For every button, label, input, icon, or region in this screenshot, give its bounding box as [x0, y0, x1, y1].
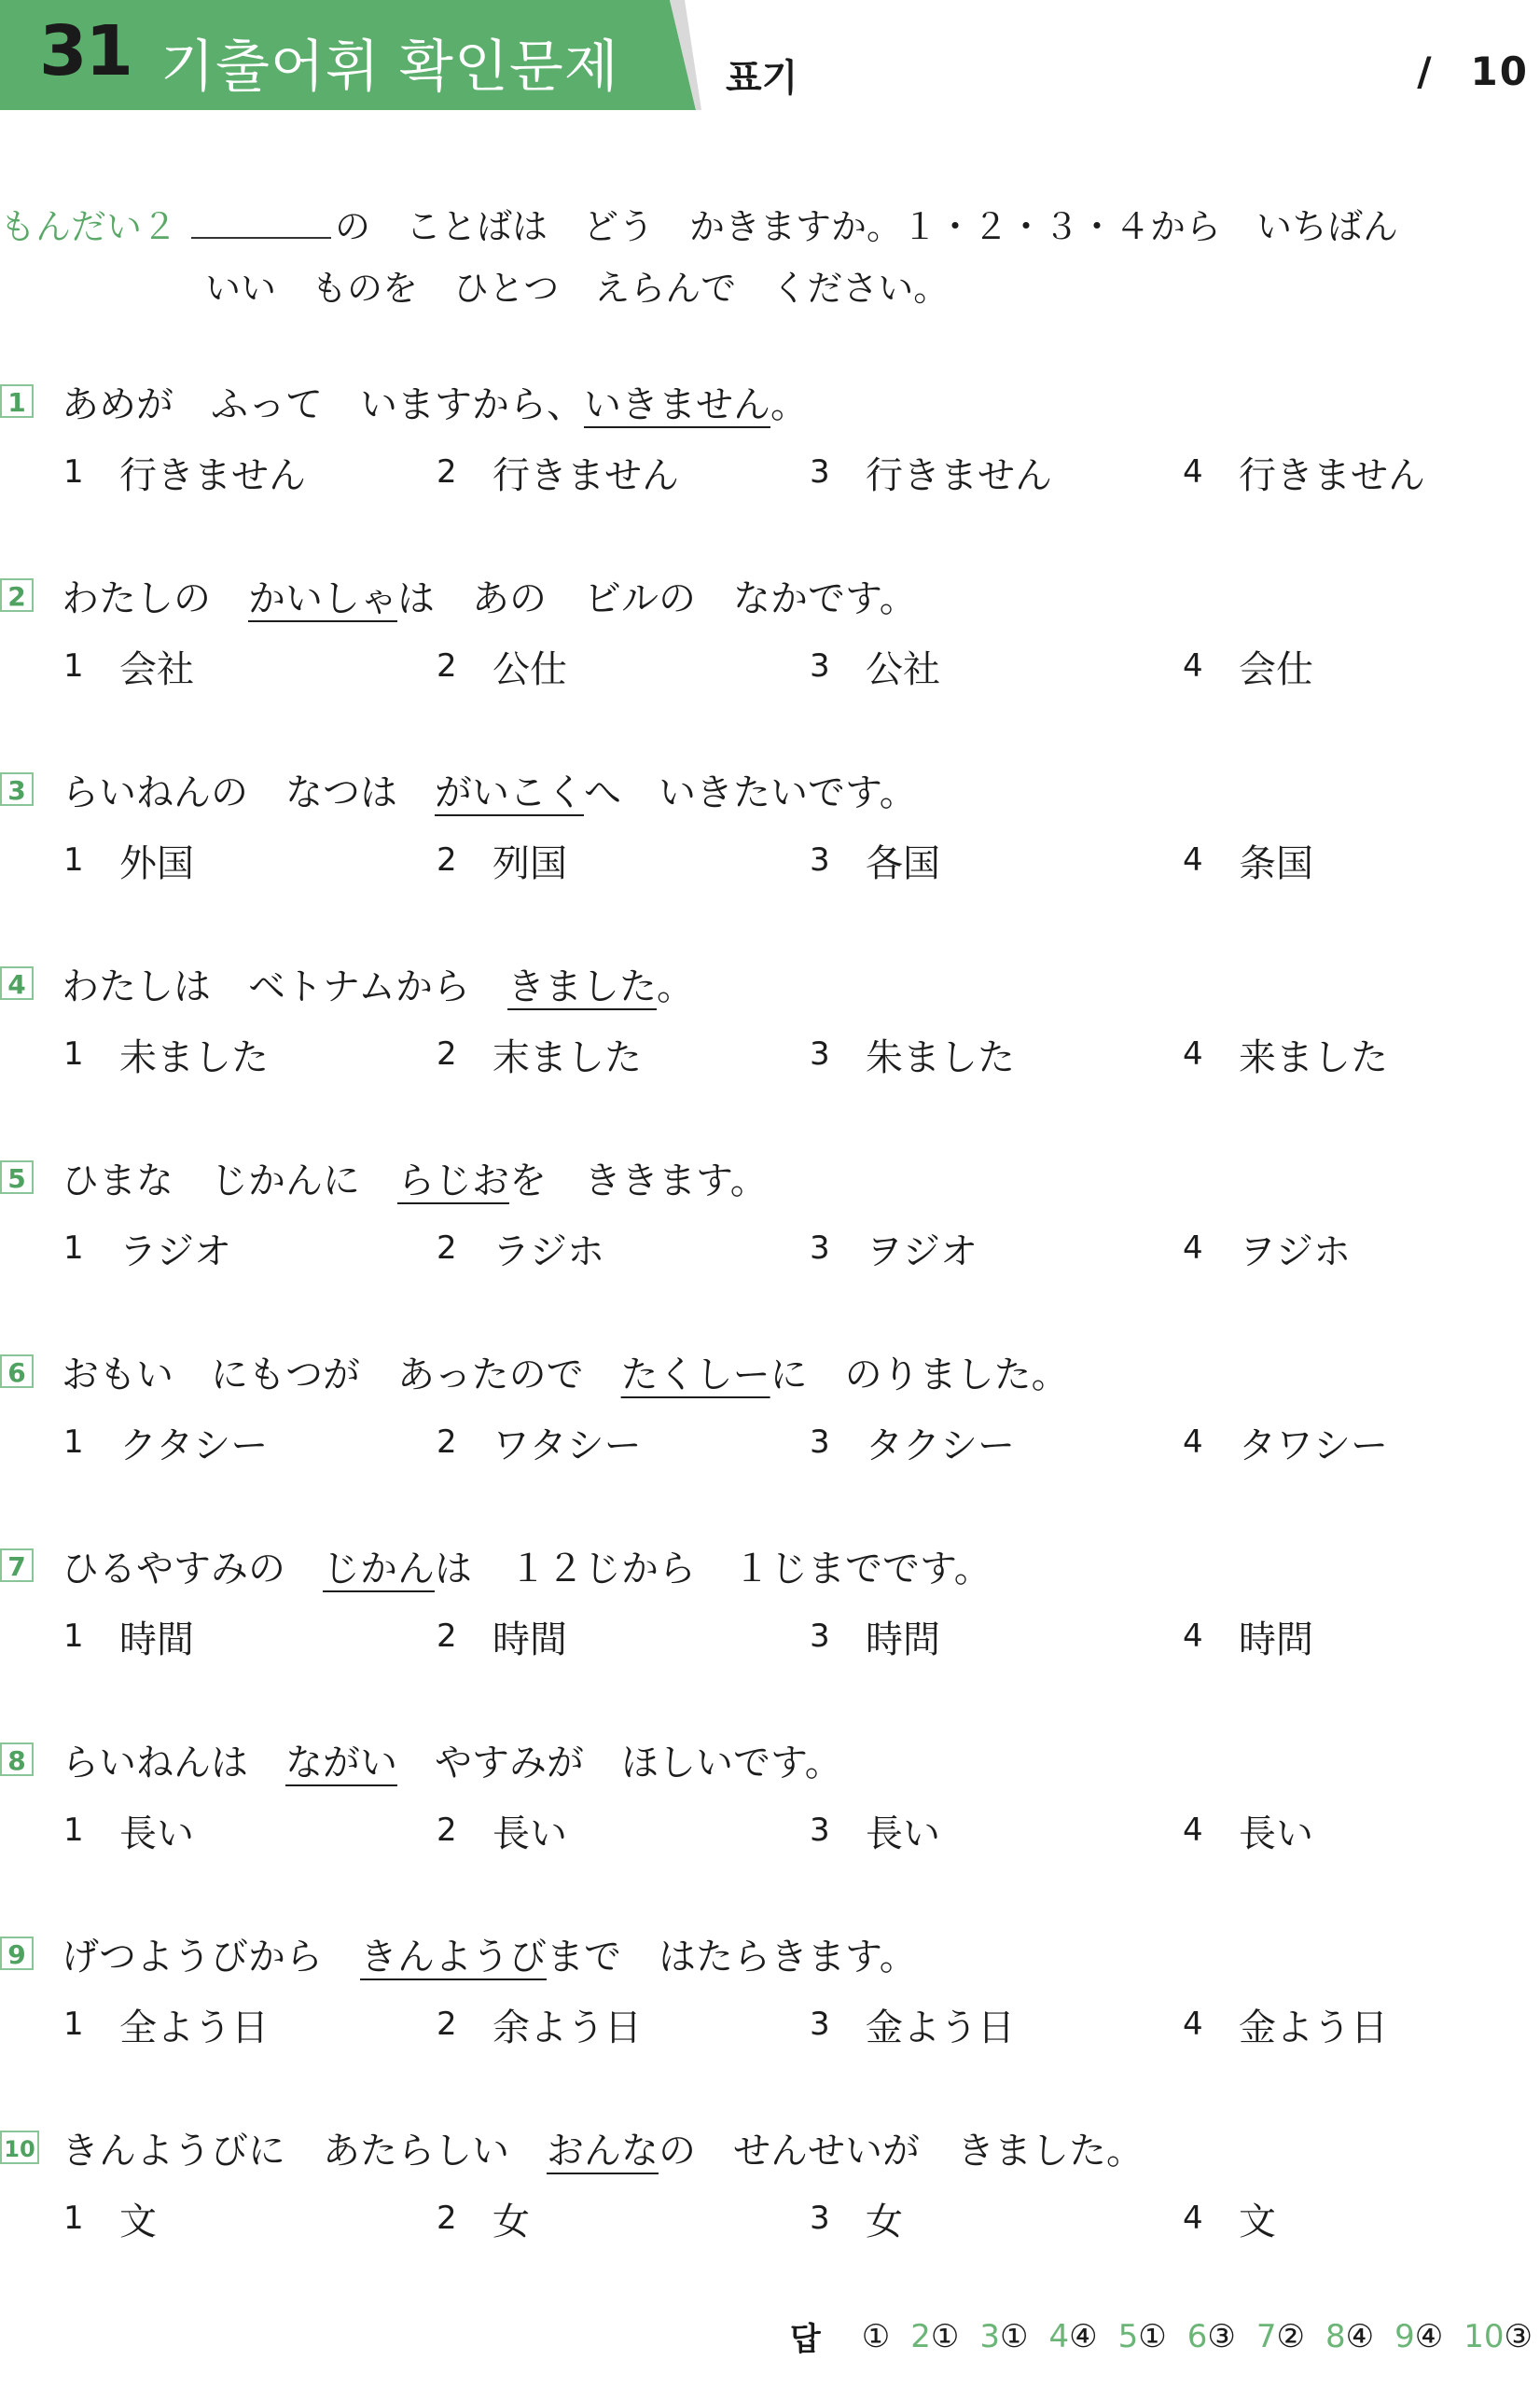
answer-option-3[interactable] [746, 1804, 1119, 1857]
option-text: 公社 [866, 647, 940, 691]
option-number: 4 [1183, 2006, 1203, 2043]
question-text-before: わたしは ベトナムから [62, 965, 507, 1008]
option-text: ラジオ [119, 1229, 231, 1273]
option-text: 朱ました [866, 1035, 1015, 1079]
option-text: 全よう日 [119, 2006, 269, 2049]
option-text: 会社 [119, 647, 194, 691]
option-number: 1 [63, 1229, 84, 1267]
option-text: ラジホ [493, 1229, 604, 1273]
option-number: 1 [63, 841, 84, 879]
question-text-before: ひまな じかんに [62, 1159, 397, 1202]
question-text-before: きんようびに あたらしい [62, 2129, 547, 2173]
unit-title: 기출어휘 확인문제 [160, 35, 619, 100]
option-number: 4 [1183, 2200, 1203, 2237]
option-number: 2 [437, 1423, 457, 1461]
answer-option-1[interactable] [0, 1222, 373, 1275]
answer-option-4[interactable] [1119, 640, 1492, 693]
answer-option-2[interactable] [373, 1804, 746, 1857]
option-number: 2 [437, 2200, 457, 2237]
option-text: 文 [119, 2200, 157, 2243]
question-number-badge: 7 [0, 1548, 34, 1582]
answer-key-item [1325, 2318, 1374, 2355]
answer-option-3[interactable] [746, 446, 1119, 499]
question-number-badge: 5 [0, 1160, 34, 1194]
option-number: 3 [810, 1812, 830, 1849]
option-text: 時間 [493, 1617, 567, 1661]
answer-option-1[interactable] [0, 1998, 373, 2051]
answer-option-1[interactable] [0, 1804, 373, 1857]
answer-key-value: ① [930, 2317, 960, 2355]
answer-option-1[interactable] [0, 1610, 373, 1663]
answer-key-item [910, 2318, 959, 2355]
answer-options [0, 2188, 1530, 2248]
instruction-text-1: の ことばは どう かきますか。１・２・３・４から いちばん [335, 206, 1399, 247]
question-text-after: 。 [657, 965, 694, 1008]
answer-options [0, 830, 1530, 890]
question-underlined-word: いきません [584, 382, 770, 426]
answer-option-2[interactable] [373, 1610, 746, 1663]
option-text: 金よう日 [866, 2006, 1015, 2049]
blank-line [191, 200, 331, 239]
option-number: 4 [1183, 1812, 1203, 1849]
section-label: 표기 [726, 57, 798, 100]
answer-key-item [979, 2318, 1028, 2355]
answer-key-question: 7 [1256, 2317, 1277, 2355]
question-text-after: まで はたらきます。 [547, 1935, 917, 1978]
answer-option-3[interactable] [746, 640, 1119, 693]
question-6 [0, 1343, 1530, 1472]
score-total: 10 [1470, 49, 1529, 94]
unit-header-bar [0, 0, 695, 112]
option-number: 1 [63, 1035, 84, 1073]
question-stem [0, 1731, 1530, 1787]
question-underlined-word: らじお [397, 1159, 509, 1202]
answer-option-3[interactable] [746, 1610, 1119, 1663]
question-number-badge: 4 [0, 966, 34, 1000]
option-text: 時間 [119, 1617, 194, 1661]
answer-option-4[interactable] [1119, 446, 1492, 499]
option-number: 2 [437, 841, 457, 879]
option-number: 4 [1183, 647, 1203, 685]
answer-key-value: ③ [1504, 2317, 1533, 2355]
question-text-before: ひるやすみの [62, 1547, 323, 1590]
option-number: 2 [437, 1812, 457, 1849]
answer-key-question: 8 [1325, 2317, 1346, 2355]
option-text: 女 [866, 2200, 903, 2243]
answer-key-question: 10 [1464, 2317, 1505, 2355]
question-number-badge: 9 [0, 1937, 34, 1970]
answer-key-value: ① [1000, 2317, 1029, 2355]
option-number: 2 [437, 1229, 457, 1267]
question-8 [0, 1731, 1530, 1860]
option-number: 1 [63, 1812, 84, 1849]
answer-options [0, 1412, 1530, 1472]
question-2 [0, 567, 1530, 696]
score-slash: / [1417, 49, 1434, 94]
answer-option-3[interactable] [746, 1416, 1119, 1469]
option-text: 長い [1239, 1812, 1313, 1855]
option-number: 4 [1183, 1229, 1203, 1267]
question-9 [0, 1925, 1530, 2054]
option-text: 長い [493, 1812, 567, 1855]
question-stem [0, 955, 1530, 1011]
answer-option-4[interactable] [1119, 2192, 1492, 2245]
option-text: 文 [1239, 2200, 1276, 2243]
option-text: 行きません [866, 453, 1052, 497]
answer-option-1[interactable] [0, 446, 373, 499]
answer-option-3[interactable] [746, 1028, 1119, 1081]
option-number: 4 [1183, 1617, 1203, 1655]
score-box [1417, 49, 1529, 94]
answer-key-value: ④ [1345, 2317, 1375, 2355]
answer-key-item [1464, 2318, 1533, 2355]
question-underlined-word: がいこく [435, 771, 584, 814]
question-3 [0, 761, 1530, 890]
question-number-badge: 8 [0, 1742, 34, 1776]
option-number: 2 [437, 2006, 457, 2043]
option-number: 3 [810, 453, 830, 491]
question-underlined-word: じかん [323, 1547, 435, 1590]
answer-key-value: ① [1138, 2317, 1167, 2355]
question-text-before: げつようびから [62, 1935, 360, 1978]
question-stem [0, 1343, 1530, 1399]
question-text-after: やすみが ほしいです。 [397, 1741, 842, 1784]
answer-options [0, 442, 1530, 502]
answer-options [0, 1994, 1530, 2054]
option-number: 3 [810, 2200, 830, 2237]
answer-option-2[interactable] [373, 834, 746, 887]
answer-option-2[interactable] [373, 1028, 746, 1081]
instruction-line-1 [0, 196, 1520, 257]
instruction-label: もんだい２ [0, 206, 178, 247]
answer-option-1[interactable] [0, 2192, 373, 2245]
answer-key-question: 2 [910, 2317, 931, 2355]
answer-option-3[interactable] [746, 1998, 1119, 2051]
option-text: 会仕 [1239, 647, 1313, 691]
answer-option-2[interactable] [373, 640, 746, 693]
answer-key-question: 4 [1048, 2317, 1070, 2355]
option-text: ワタシー [493, 1423, 642, 1467]
option-number: 3 [810, 841, 830, 879]
question-4 [0, 955, 1530, 1084]
question-text-before: らいねんの なつは [62, 771, 435, 814]
answer-key-value: ② [1276, 2317, 1305, 2355]
option-number: 2 [437, 1617, 457, 1655]
answer-key-value: ④ [1069, 2317, 1098, 2355]
question-stem [0, 761, 1530, 817]
question-text-after: に のりました。 [770, 1353, 1069, 1396]
instruction [0, 196, 1520, 319]
option-text: 行きません [493, 453, 679, 497]
option-number: 2 [437, 453, 457, 491]
question-text-after: の せんせいが きました。 [659, 2129, 1144, 2173]
answer-key [790, 2313, 1533, 2359]
option-number: 3 [810, 1423, 830, 1461]
option-text: 行きません [1239, 453, 1425, 497]
unit-number: 31 [39, 11, 132, 91]
question-stem [0, 2119, 1530, 2175]
question-underlined-word: きました [507, 965, 657, 1008]
answer-key-question: 9 [1394, 2317, 1415, 2355]
question-underlined-word: きんようび [360, 1935, 547, 1978]
question-underlined-word: ながい [285, 1741, 397, 1784]
option-number: 4 [1183, 841, 1203, 879]
answer-option-4[interactable] [1119, 1028, 1492, 1081]
answer-options [0, 1800, 1530, 1860]
instruction-line-2: いい ものを ひとつ えらんで ください。 [205, 268, 950, 309]
option-number: 1 [63, 1423, 84, 1461]
question-text-after: は あの ビルの なかです。 [397, 576, 917, 620]
question-text-before: おもい にもつが あったので [62, 1353, 621, 1396]
option-text: 時問 [866, 1617, 940, 1661]
option-text: タワシー [1239, 1423, 1388, 1467]
option-number: 1 [63, 647, 84, 685]
option-number: 1 [63, 2006, 84, 2043]
option-number: 3 [810, 1617, 830, 1655]
answer-key-item [1118, 2318, 1167, 2355]
option-text: 金よう日 [1239, 2006, 1388, 2049]
answer-option-4[interactable] [1119, 1998, 1492, 2051]
question-number-badge: 1 [0, 384, 34, 418]
question-underlined-word: たくしー [620, 1353, 770, 1396]
question-number-badge: 3 [0, 772, 34, 806]
answer-option-4[interactable] [1119, 1416, 1492, 1469]
option-text: 未ました [119, 1035, 269, 1079]
answer-option-2[interactable] [373, 1416, 746, 1469]
option-text: ヲジオ [866, 1229, 978, 1273]
question-stem [0, 1925, 1530, 1981]
answer-option-4[interactable] [1119, 1222, 1492, 1275]
question-5 [0, 1149, 1530, 1278]
answer-key-item [862, 2318, 890, 2355]
question-number-badge: 10 [0, 2131, 39, 2164]
answer-option-3[interactable] [746, 2192, 1119, 2245]
question-text-after: へ いきたいです。 [584, 771, 917, 814]
answer-label: 답 [789, 2321, 821, 2358]
option-number: 1 [63, 2200, 84, 2237]
answer-option-4[interactable] [1119, 1804, 1492, 1857]
question-text-after: を ききます。 [509, 1159, 768, 1202]
answer-option-4[interactable] [1119, 1610, 1492, 1663]
answer-option-2[interactable] [373, 1222, 746, 1275]
answer-option-2[interactable] [373, 2192, 746, 2245]
answer-key-value: ④ [1414, 2317, 1444, 2355]
question-number-badge: 2 [0, 578, 34, 612]
option-text: 長い [866, 1812, 940, 1855]
answer-options [0, 1606, 1530, 1666]
option-number: 1 [63, 453, 84, 491]
option-text: 末ました [493, 1035, 642, 1079]
option-text: 列国 [493, 841, 567, 885]
answer-items [862, 2318, 1533, 2355]
question-number-badge: 6 [0, 1354, 34, 1388]
option-text: ヲジホ [1239, 1229, 1351, 1273]
option-text: 公仕 [493, 647, 567, 691]
question-text-after: は １２じから １じまでです。 [435, 1547, 992, 1590]
question-text-before: らいねんは [62, 1741, 285, 1784]
answer-key-value: ① [861, 2317, 891, 2355]
answer-option-1[interactable] [0, 1416, 373, 1469]
answer-key-item [1187, 2318, 1236, 2355]
answer-option-3[interactable] [746, 834, 1119, 887]
option-number: 3 [810, 647, 830, 685]
answer-key-value: ③ [1207, 2317, 1236, 2355]
answer-key-question: 6 [1186, 2317, 1208, 2355]
question-10 [0, 2119, 1530, 2248]
option-number: 3 [810, 1229, 830, 1267]
option-text: 余よう日 [493, 2006, 642, 2049]
option-number: 4 [1183, 1035, 1203, 1073]
answer-options [0, 636, 1530, 696]
answer-option-1[interactable] [0, 640, 373, 693]
option-number: 1 [63, 1617, 84, 1655]
option-text: クタシー [119, 1423, 269, 1467]
answer-option-2[interactable] [373, 446, 746, 499]
option-text: 外国 [119, 841, 194, 885]
option-text: 長い [119, 1812, 194, 1855]
question-1 [0, 373, 1530, 502]
question-text-after: 。 [770, 382, 808, 426]
option-number: 3 [810, 2006, 830, 2043]
option-number: 4 [1183, 453, 1203, 491]
option-text: タクシー [866, 1423, 1015, 1467]
question-7 [0, 1537, 1530, 1666]
question-text-before: あめが ふって いますから、 [62, 382, 584, 426]
option-text: 各国 [866, 841, 940, 885]
answer-option-1[interactable] [0, 1028, 373, 1081]
answer-option-1[interactable] [0, 834, 373, 887]
answer-option-2[interactable] [373, 1998, 746, 2051]
question-stem [0, 1537, 1530, 1593]
answer-options [0, 1218, 1530, 1278]
option-text: 時問 [1239, 1617, 1313, 1661]
option-number: 4 [1183, 1423, 1203, 1461]
option-number: 2 [437, 647, 457, 685]
answer-key-item [1049, 2318, 1098, 2355]
answer-option-4[interactable] [1119, 834, 1492, 887]
option-number: 2 [437, 1035, 457, 1073]
option-text: 条国 [1239, 841, 1313, 885]
question-text-before: わたしの [62, 576, 248, 620]
option-text: 来ました [1239, 1035, 1388, 1079]
question-underlined-word: おんな [547, 2129, 659, 2173]
question-stem [0, 1149, 1530, 1205]
answer-key-question: 3 [979, 2317, 1001, 2355]
answer-options [0, 1024, 1530, 1084]
question-stem [0, 567, 1530, 623]
question-underlined-word: かいしゃ [248, 576, 397, 620]
answer-option-3[interactable] [746, 1222, 1119, 1275]
answer-key-item [1256, 2318, 1305, 2355]
question-stem [0, 373, 1530, 429]
option-text: 女 [493, 2200, 530, 2243]
answer-key-item [1394, 2318, 1443, 2355]
option-text: 行きません [119, 453, 306, 497]
answer-key-question: 5 [1117, 2317, 1139, 2355]
option-number: 3 [810, 1035, 830, 1073]
